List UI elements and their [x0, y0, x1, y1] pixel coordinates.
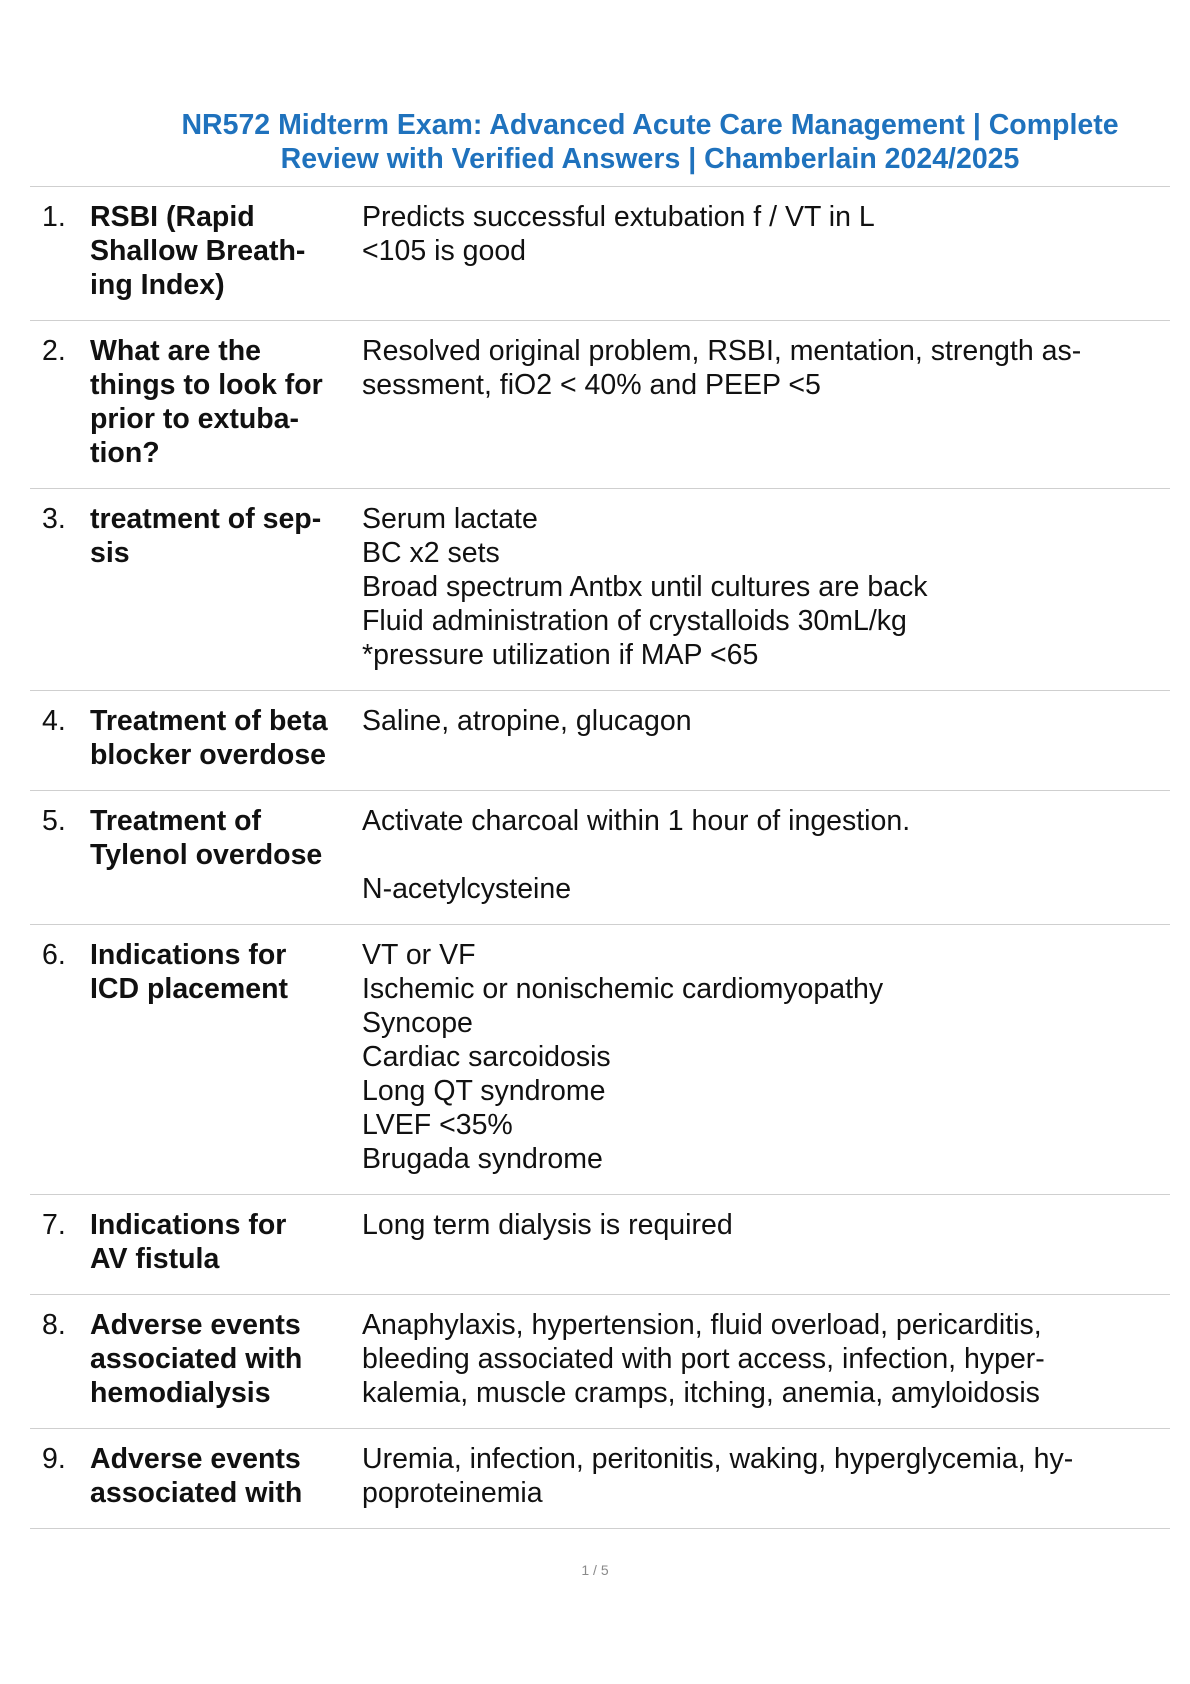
question-line: Tylenol overdose	[90, 839, 323, 871]
question-line: treatment of sep-	[90, 503, 322, 535]
answer-blank-line	[362, 838, 1170, 872]
answer-definition	[358, 334, 1170, 470]
answer-line: BC x2 sets	[362, 537, 500, 569]
document-title	[130, 108, 1170, 176]
qa-row	[30, 925, 1170, 1195]
answer-line: Saline, atropine, glucagon	[362, 705, 692, 737]
question-term	[90, 804, 358, 906]
item-number: 1.	[42, 201, 66, 233]
document-title-line-2: Review with Verified Answers | Chamberlain 2024/2025	[280, 143, 1020, 175]
question-term	[90, 1308, 358, 1410]
question-line: Indications for	[90, 1209, 287, 1241]
answer-definition	[358, 704, 1170, 772]
question-line: ing Index)	[90, 269, 225, 301]
question-line: associated with	[90, 1477, 303, 1509]
answer-line: <105 is good	[362, 235, 527, 267]
question-line: associated with	[90, 1343, 303, 1375]
answer-line: Fluid administration of crystalloids 30mL/kg	[362, 605, 907, 637]
question-line: Indications for	[90, 939, 287, 971]
qa-row	[30, 1429, 1170, 1529]
answer-definition	[358, 502, 1170, 672]
answer-line: LVEF <35%	[362, 1109, 513, 1141]
question-term	[90, 200, 358, 302]
answer-definition	[358, 938, 1170, 1176]
item-number: 7.	[42, 1209, 66, 1241]
question-line: hemodialysis	[90, 1377, 271, 1409]
question-line: tion?	[90, 437, 160, 469]
page-indicator: 1 / 5	[581, 1562, 609, 1578]
item-number: 9.	[42, 1443, 66, 1475]
answer-line: Activate charcoal within 1 hour of ingestion.	[362, 805, 911, 837]
answer-line: Long QT syndrome	[362, 1075, 606, 1107]
qa-row	[30, 187, 1170, 321]
answer-line: Syncope	[362, 1007, 473, 1039]
document-title-line-1: NR572 Midterm Exam: Advanced Acute Care Management | Complete	[181, 109, 1119, 141]
question-term	[90, 938, 358, 1176]
question-term	[90, 334, 358, 470]
question-line: Treatment of beta	[90, 705, 328, 737]
question-term	[90, 1442, 358, 1510]
question-line: AV fistula	[90, 1243, 220, 1275]
question-line: RSBI (Rapid	[90, 201, 255, 233]
item-number: 4.	[42, 705, 66, 737]
question-line: Shallow Breath-	[90, 235, 306, 267]
qa-row	[30, 791, 1170, 925]
answer-line: Uremia, infection, peritonitis, waking, hyperglycemia, hy-	[362, 1443, 1074, 1475]
question-line: Treatment of	[90, 805, 262, 837]
qa-row	[30, 1195, 1170, 1295]
answer-line: Broad spectrum Antbx until cultures are back	[362, 571, 928, 603]
answer-line: sessment, fiO2 < 40% and PEEP <5	[362, 369, 821, 401]
answer-line: Serum lactate	[362, 503, 538, 535]
answer-line: Brugada syndrome	[362, 1143, 603, 1175]
answer-definition	[358, 804, 1170, 906]
answer-line: Cardiac sarcoidosis	[362, 1041, 611, 1073]
answer-definition	[358, 1308, 1170, 1410]
question-line: Adverse events	[90, 1309, 301, 1341]
item-number: 3.	[42, 503, 66, 535]
answer-line: *pressure utilization if MAP <65	[362, 639, 759, 671]
answer-line: Resolved original problem, RSBI, mentation, strength as-	[362, 335, 1082, 367]
item-number: 8.	[42, 1309, 66, 1341]
item-number: 2.	[42, 335, 66, 367]
qa-list	[30, 186, 1170, 1529]
answer-line: Ischemic or nonischemic cardiomyopathy	[362, 973, 884, 1005]
answer-definition	[358, 1442, 1170, 1510]
question-term	[90, 502, 358, 672]
answer-line: kalemia, muscle cramps, itching, anemia, amyloidosis	[362, 1377, 1040, 1409]
answer-line: poproteinemia	[362, 1477, 543, 1509]
question-term	[90, 704, 358, 772]
question-line: ICD placement	[90, 973, 288, 1005]
answer-line: Predicts successful extubation f / VT in L	[362, 201, 875, 233]
qa-row	[30, 489, 1170, 691]
qa-row	[30, 321, 1170, 489]
answer-line: VT or VF	[362, 939, 476, 971]
question-term	[90, 1208, 358, 1276]
qa-row	[30, 1295, 1170, 1429]
question-line: Adverse events	[90, 1443, 301, 1475]
qa-row	[30, 691, 1170, 791]
answer-definition	[358, 1208, 1170, 1276]
question-line: things to look for	[90, 369, 323, 401]
answer-line: Anaphylaxis, hypertension, fluid overload, pericarditis,	[362, 1309, 1042, 1341]
answer-line: bleeding associated with port access, infection, hyper-	[362, 1343, 1045, 1375]
question-line: blocker overdose	[90, 739, 327, 771]
question-line: sis	[90, 537, 130, 569]
item-number: 6.	[42, 939, 66, 971]
answer-line: N-acetylcysteine	[362, 873, 572, 905]
answer-definition	[358, 200, 1170, 302]
answer-line: Long term dialysis is required	[362, 1209, 733, 1241]
item-number: 5.	[42, 805, 66, 837]
question-line: What are the	[90, 335, 262, 367]
question-line: prior to extuba-	[90, 403, 300, 435]
